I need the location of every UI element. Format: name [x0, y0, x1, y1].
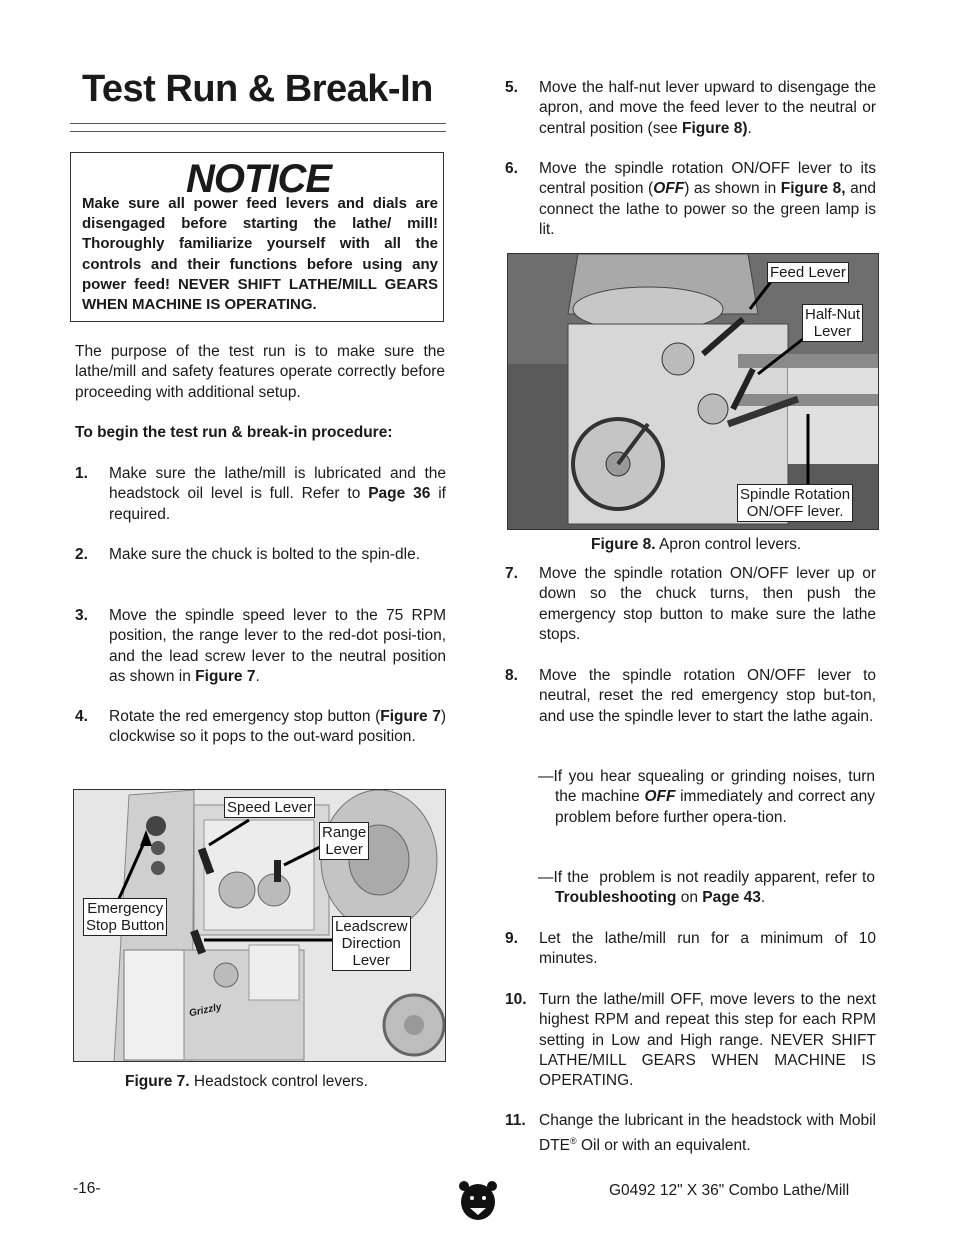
caption-text: Apron control levers. — [655, 536, 802, 553]
step-number: 10. — [505, 991, 527, 1008]
step-text: Rotate the red emergency stop button (Figure 7) clockwise so it pops to the out-ward position. — [109, 708, 446, 746]
callout-feed-lever: Feed Lever — [767, 262, 849, 283]
note-troubleshooting: —If the problem is not readily apparent, refer to Troubleshooting on Page 43. — [538, 869, 875, 907]
procedure-heading: To begin the test run & break-in procedure: — [75, 424, 393, 441]
step-number: 5. — [505, 79, 518, 96]
caption-label: Figure 8. — [591, 536, 656, 553]
step-text: Move the spindle rotation ON/OFF lever up or down so the chuck turns, then push the emergency stop button to make sure the lathe stops. — [539, 565, 876, 643]
page-number: -16- — [73, 1180, 101, 1197]
step-number: 2. — [75, 546, 88, 563]
callout-spindle-rotation-lever: Spindle Rotation ON/OFF lever. — [737, 484, 853, 522]
figure-7-caption — [125, 1073, 368, 1091]
caption-label: Figure 7. — [125, 1073, 190, 1090]
step-number: 3. — [75, 607, 88, 624]
note-noises: —If you hear squealing or grinding noises, turn the machine OFF immediately and correct any problem before further opera-tion. — [538, 768, 875, 826]
model-name: G0492 12" X 36" Combo Lathe/Mill — [609, 1182, 850, 1199]
figure-7-image — [73, 789, 446, 1062]
callout-range-lever: Range Lever — [319, 822, 369, 860]
step-text: Change the lubricant in the headstock with Mobil DTE® Oil or with an equivalent. — [539, 1112, 876, 1155]
step-number: 1. — [75, 465, 88, 482]
figure-8-image — [507, 253, 879, 530]
caption-text: Headstock control levers. — [189, 1073, 368, 1090]
step-text: Move the half-nut lever upward to disengage the apron, and move the feed lever to the neutral or central position (see Figure 8). — [539, 79, 876, 137]
step-number: 6. — [505, 160, 518, 177]
step-number: 8. — [505, 667, 518, 684]
step-number: 4. — [75, 708, 88, 725]
callout-half-nut-lever: Half-Nut Lever — [802, 304, 863, 342]
callout-leadscrew-lever: Leadscrew Direction Lever — [332, 916, 411, 971]
grizzly-bear-logo-icon — [458, 1178, 498, 1222]
title-rule-top — [70, 123, 446, 124]
notice-heading: NOTICE — [186, 157, 332, 201]
figure-8-caption — [591, 536, 801, 554]
step-text: Move the spindle rotation ON/OFF lever to its central position (OFF) as shown in Figure 8, and connect the lathe to power so the green lamp is lit. — [539, 160, 876, 238]
notice-box — [70, 152, 444, 322]
step-number: 7. — [505, 565, 518, 582]
step-text: Turn the lathe/mill OFF, move levers to the next highest RPM and repeat this step for each RPM setting in Low and High range. NEVER SHIFT LATHE/MILL GEARS WHEN MACHINE IS OPERATING. — [539, 991, 876, 1090]
step-text: Make sure the lathe/mill is lubricated and the headstock oil level is full. Refer to Page 36 if required. — [109, 465, 446, 523]
grizzly-plate-logo: Grizzly — [188, 1001, 223, 1020]
intro-paragraph: The purpose of the test run is to make sure the lathe/mill and safety features operate correctly before proceeding with additional setup. — [75, 343, 445, 401]
step-text: Move the spindle speed lever to the 75 RPM position, the range lever to the red-dot posi-tion, and the lead screw lever to the neutral position as shown in Figure 7. — [109, 607, 446, 685]
notice-text: Make sure all power feed levers and dials are disengaged before starting the lathe/ mill! Thoroughly familiarize yourself with all the controls and their functions before using any power feed! NEVER SHIFT LATHE/MILL GEARS WHEN MACHINE IS OPERATING. — [82, 195, 438, 314]
callout-speed-lever: Speed Lever — [224, 797, 315, 818]
step-text: Make sure the chuck is bolted to the spin-dle. — [109, 546, 421, 563]
step-text: Let the lathe/mill run for a minimum of 10 minutes. — [539, 930, 876, 968]
step-number: 11. — [505, 1112, 526, 1129]
step-number: 9. — [505, 930, 518, 947]
page-title: Test Run & Break-In — [82, 68, 433, 110]
step-text: Move the spindle rotation ON/OFF lever to neutral, reset the red emergency stop but-ton, and use the spindle lever to start the lathe again. — [539, 667, 876, 725]
callout-emergency-stop: Emergency Stop Button — [83, 898, 167, 936]
title-rule-bottom — [70, 131, 446, 132]
